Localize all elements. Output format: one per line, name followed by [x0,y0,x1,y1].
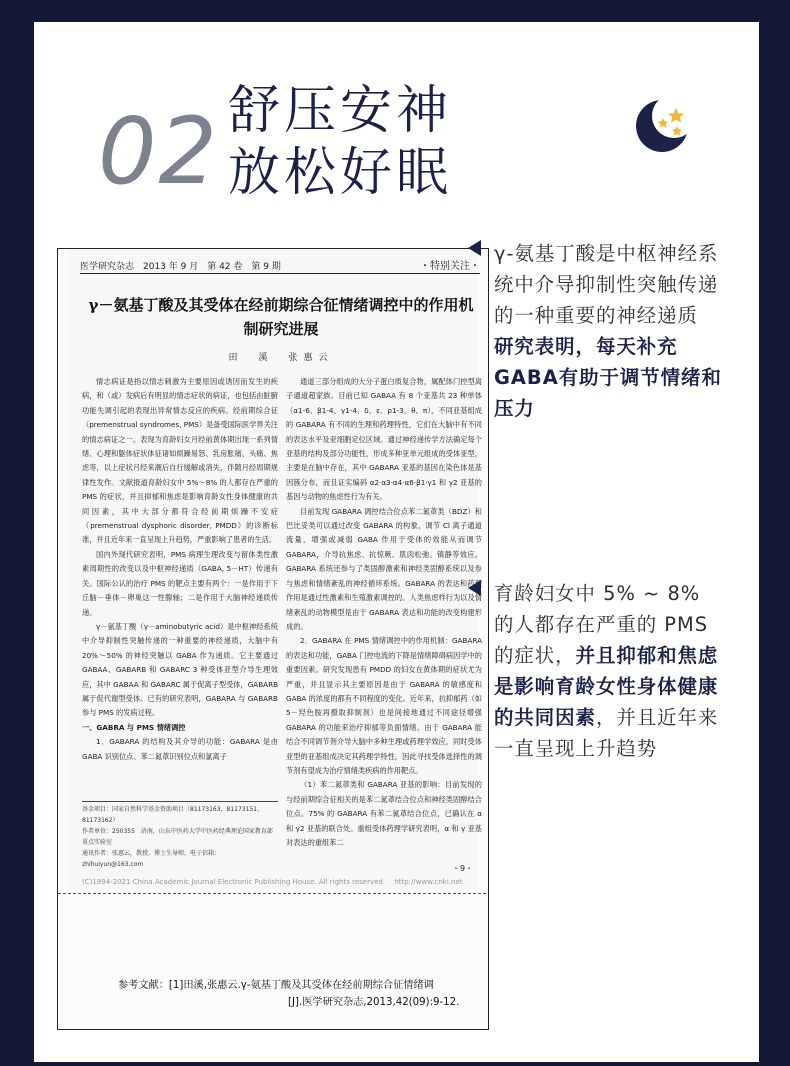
title-line-2: 放松好眠 [228,143,453,203]
triangle-pointer-icon [468,240,481,256]
bullet-emphasis: 研究表明，每天补充GABA有助于调节情绪和压力 [494,335,722,420]
paragraph: γ－氨基丁酸（γ－aminobutyric acid）是中枢神经系统中介导抑制性突触传递的一种重要的神经递质，大脑中有 20%～50% 的神经突触以 GABA 作为递质。它主要通过 GABAA、GABARB 和 GABARC 3 种受体亚型介导生理效应，其中 GABAA 和 GABARC 属于促离子型受体，GABARB 属于促代谢型受体。已有的研究表明，GABARA 与 GABARB 参与 PMS 的发病过程。 [82,621,278,718]
paragraph: 1．GABARA 的结构及其介导的功能：GABARA 是由 GABA 识别位点、苯二氮䓬识别位点和氯离子 [82,737,278,761]
torn-edge-divider [58,889,486,894]
footnote: 基金项目：国家自然科学基金资助项目（81173163，81173151，81173162） [82,806,264,824]
paragraph: （1）苯二氮䓬类和 GABARA 亚基的影响：目前发现的与经前期综合征相关的是苯二氮䓬结合位点和神经类固醇结合位点。75% 的 GABARA 有苯二氮䓬结合位点，已确认在 α 和 γ2 亚基的联合处。重组受体药理学研究表明，α 和 γ 亚基对表达的重组苯二 [286,780,482,847]
bullet-text-tail: ，并且近年来一直呈现上升趋势 [494,706,719,760]
paper-page [68,249,482,889]
paragraph: 通道三部分组成的大分子蛋白质复合物，属配体门控型离子通道超家族。目前已知 GABAA 有 8 个亚基共 23 种单体（α1-6、β1-4、γ1-4、δ、ε、ρ1-3、θ、π），不同亚基组成的 GABARA 有不同的生理和药理特性，它们在大脑中有不同的表达水平及亚细胞定位区域。通过神经递传学方法确定每个亚基的结构及部分功能性，形成多种亚单元组成的受体亚型，主要是在脑中存在，其中 GABARA 亚基的基因在染色体是基因簇分布，而且证实编码 α2·α3·α4·α6·β1·γ1 和 γ2 亚基的基因与动物的焦虑性行为有关。 [286,377,482,502]
paper-column-right [286,375,482,910]
reference-line-1: 参考文献：[1]田溪,张惠云.γ-氨基丁酸及其受体在经前期综合征情绪调 [118,980,434,991]
section-title [228,80,452,204]
journal-header [80,255,480,274]
bullet-gaba [494,238,724,424]
content-card [34,22,759,1062]
journal-info: 医学研究杂志 2013 年 9 月 第 42 卷 第 9 期 [80,262,281,272]
paper-excerpt [57,248,489,1030]
paper-authors: 田 溪 张惠云 [228,353,334,363]
bullet-text: γ-氨基丁酸是中枢神经系统中介导抑制性突触传递的一种重要的神经递质 [494,242,719,327]
paper-title: γ－氨基丁酸及其受体在经前期综合征情绪调控中的作用机制研究进展 [88,296,474,338]
paragraph: 情志病证是指以情志刺激为主要原因或诱因而发生的疾病，和（或）发病后有明显的情志症状的病证，也包括由脏腑功能失调引起的表现出异常情志反应的疾病。经前期综合征（premenstrual syndromes, PMS）是备受国际医学界关注的情志病证之一。表现为育龄妇女月经前黄体期出现一系列情绪、心理和躯体症状体征诸如烦躁易怒、乳房胀痛、头痛、焦虑等，以上症状月经来潮后自行缓解或消失，伴随月经周期规律性发作。文献报道育龄妇女中 5%～8% 的人都存在严重的 PMS 的症状，并且抑郁和焦虑是影响育龄女性身体健康的共同因素，其中大部分都符合经前期烦躁不安症（premenstrual dysphoric disorder, PMDD）的诊断标准，并且近年来一直呈现上升趋势，严重影响了患者的生活。 [82,377,278,545]
bullet-pms [494,578,724,764]
paragraph: 目前发现 GABARA 调控结合位点苯二氮䓬类（BDZ）和巴比妥类可以通过改变 GABARA 的构象，调节 Cl 离子通道流量，增强或减弱 GABA 作用于受体的效能从而调节 GABARA，介导抗焦虑、抗惊厥、肌肉松弛、镇静等效应。GABARA 系统还参与了类固醇激素和神经类固醇系统以及参与焦虑和情绪紊乱的神经循环系统。GABARA 的表达和药理作用是通过性激素和生殖激素调控的。人类焦虑样行为以及情绪紊乱的动物模型是由于 GABARA 表达和功能的改变构建形成的。 [286,506,482,631]
section-number: 02 [98,98,220,205]
footnote: 通讯作者：张惠云，教授，博士生导师，电子信箱：zhihuiyun@163.com [82,850,221,868]
moon-stars-icon [632,94,694,156]
footnote: 作者单位：250355 济南，山东中医药大学中医药经典理论国家教育部重点实验室 [82,828,273,846]
paper-column-left [82,375,278,795]
paragraph: 国内外现代研究表明，PMS 病理生理改变与留体类性激素周期性的改变以及中枢神经递质（GABA, 5－HT）传递有关。国际公认的治疗 PMS 的靶点主要有两个：一是作用于下丘脑－垂体－卵巢这一性腺轴；二是作用于大脑神经递质传递。 [82,549,278,617]
triangle-pointer-icon [468,580,481,596]
section-heading: 一、GABRA 与 PMS 情绪调控 [82,722,186,732]
reference-line-2: [J].医学研究杂志,2013,42(09):9-12. [288,997,460,1008]
paragraph: 2．GABARA 在 PMS 情绪调控中的作用机制：GABARA 的表达和功能，GABA 门控电流的下降是情绪障碍病因学中的重要因素。研究发现患有 PMDD 的妇女在黄体期的症状尤为严重，并且显示其主要原因是由于 GABARA 的敏感度和 GABA 的浓度的都有不同程度的变化。近年来，抗抑郁药（如 5－羟色胺再摄取抑制剂）也是间接地通过不同途径增强 GABARA 的功能来治疗抑郁等负面情绪。由于 GABARA 能结合不同调节剂介导大脑中多种生理或药理学效应，同时受体亚型的亚基组成决定其药理学特性，因此寻找受体选择性的调节剂有望成为治疗情绪类疾病的作用靶点。 [286,636,482,775]
section-tag: ・特别关注・ [420,261,480,272]
copyright-line: (C)1994-2021 China Academic Journal Electronic Publishing House. All rights reserved. http://www.cnki.net [82,878,463,886]
title-line-1: 舒压安神 [228,81,453,141]
bullet-text: 育龄妇女中 5% ~ 8% 的人都存在严重的 PMS 的症状， [494,582,709,667]
page-number: ・9・ [452,864,474,873]
bullet-emphasis: 并且抑郁和焦虑是影响育龄女性身体健康的共同因素 [494,644,719,729]
reference-citation [118,977,486,1011]
paper-footnotes [82,801,278,870]
